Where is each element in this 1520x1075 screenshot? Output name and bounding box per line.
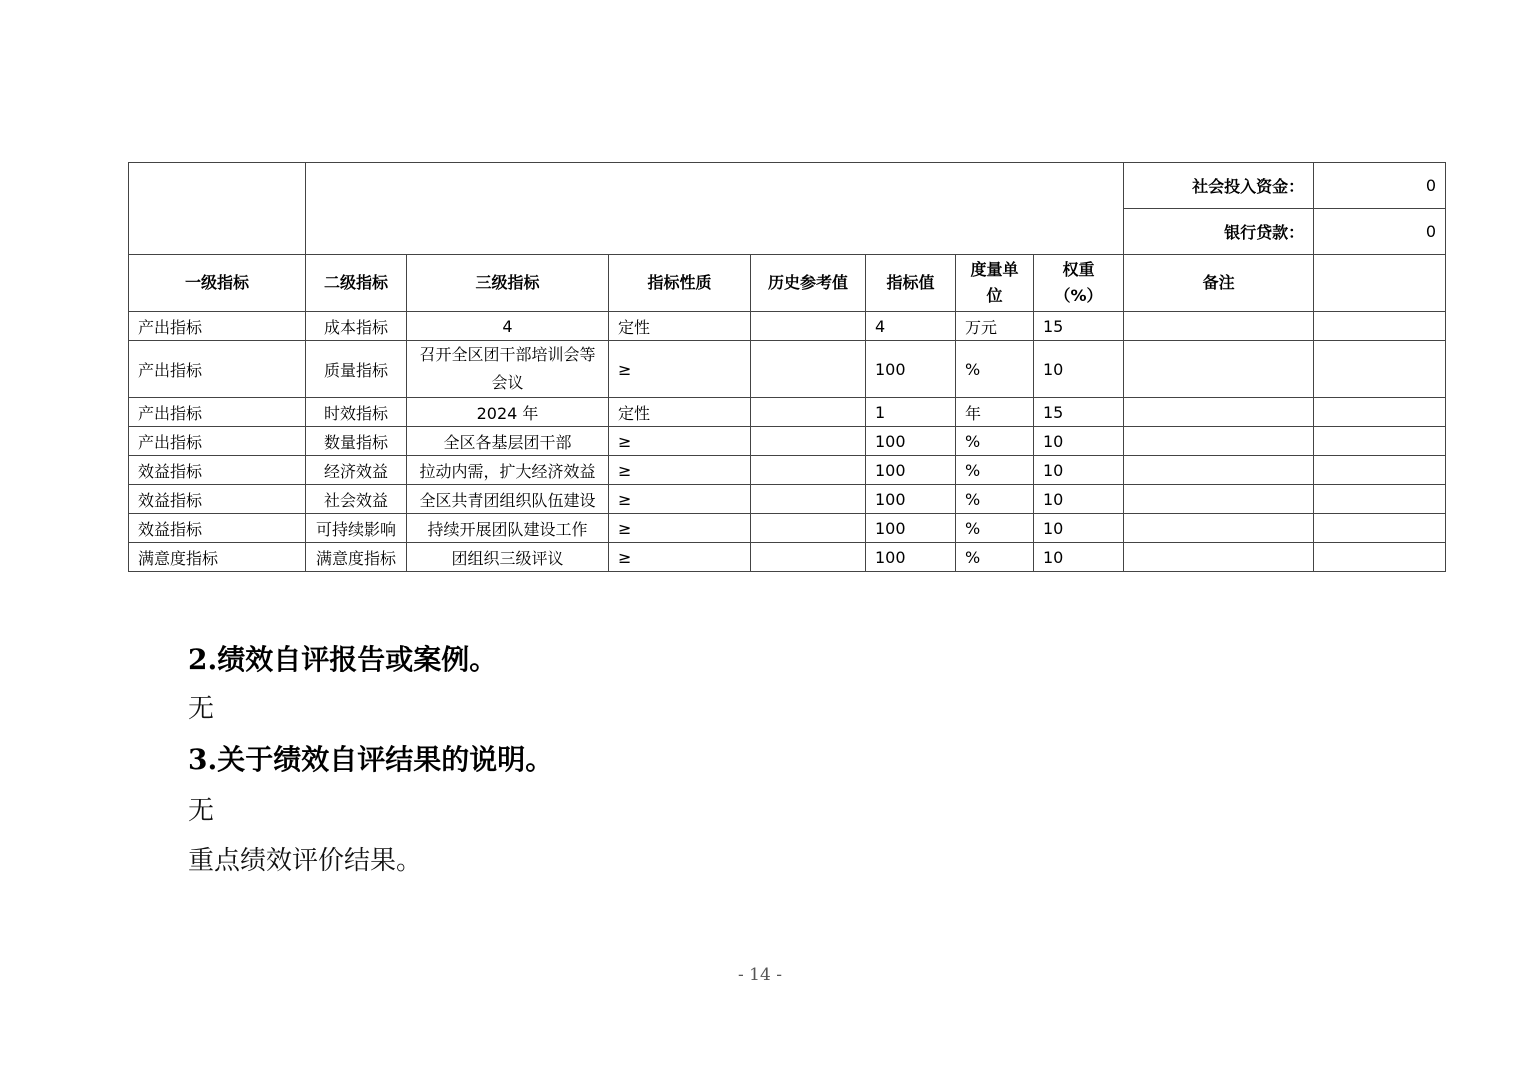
blank-cell bbox=[1314, 255, 1446, 312]
cell-level1: 产出指标 bbox=[129, 398, 306, 427]
table-row bbox=[129, 427, 1446, 456]
cell-history bbox=[751, 341, 866, 398]
cell-weight: 10 bbox=[1034, 456, 1124, 485]
table-row bbox=[129, 341, 1446, 398]
header-level1: 一级指标 bbox=[129, 255, 306, 312]
cell-history bbox=[751, 543, 866, 572]
blank-cell bbox=[1314, 456, 1446, 485]
cell-unit: 年 bbox=[956, 398, 1034, 427]
cell-weight: 15 bbox=[1034, 398, 1124, 427]
cell-value: 1 bbox=[866, 398, 956, 427]
section-3-title: 3.关于绩效自评结果的说明。 bbox=[188, 743, 554, 776]
header-unit: 度量单位 bbox=[956, 255, 1034, 312]
cell-unit: % bbox=[956, 456, 1034, 485]
cell-note bbox=[1124, 514, 1314, 543]
table-row bbox=[129, 398, 1446, 427]
cell-level1: 产出指标 bbox=[129, 341, 306, 398]
cell-weight: 10 bbox=[1034, 427, 1124, 456]
cell-history bbox=[751, 427, 866, 456]
cell-unit: % bbox=[956, 543, 1034, 572]
cell-value: 100 bbox=[866, 427, 956, 456]
cell-weight: 10 bbox=[1034, 543, 1124, 572]
cell-history bbox=[751, 456, 866, 485]
cell-level2: 经济效益 bbox=[306, 456, 407, 485]
cell-nature: 定性 bbox=[609, 398, 751, 427]
cell-level2: 社会效益 bbox=[306, 485, 407, 514]
table-row bbox=[129, 485, 1446, 514]
cell-history bbox=[751, 312, 866, 341]
header-level2: 二级指标 bbox=[306, 255, 407, 312]
blank-cell bbox=[1314, 543, 1446, 572]
funding-label: 银行贷款： bbox=[1124, 209, 1314, 255]
cell-nature: 定性 bbox=[609, 312, 751, 341]
cell-level1: 效益指标 bbox=[129, 485, 306, 514]
table-row bbox=[129, 514, 1446, 543]
cell-note bbox=[1124, 312, 1314, 341]
cell-note bbox=[1124, 341, 1314, 398]
cell-nature: ≥ bbox=[609, 341, 751, 398]
cell-unit: % bbox=[956, 485, 1034, 514]
blank-cell bbox=[1314, 427, 1446, 456]
cell-history bbox=[751, 398, 866, 427]
cell-value: 100 bbox=[866, 456, 956, 485]
cell-history bbox=[751, 514, 866, 543]
blank-cell bbox=[306, 163, 1124, 255]
cell-nature: ≥ bbox=[609, 485, 751, 514]
cell-weight: 15 bbox=[1034, 312, 1124, 341]
cell-unit: % bbox=[956, 427, 1034, 456]
key-evaluation-heading: 重点绩效评价结果。 bbox=[188, 846, 423, 876]
cell-weight: 10 bbox=[1034, 514, 1124, 543]
section-3-body: 无 bbox=[188, 796, 215, 826]
table-row bbox=[129, 456, 1446, 485]
header-value: 指标值 bbox=[866, 255, 956, 312]
cell-level1: 满意度指标 bbox=[129, 543, 306, 572]
performance-indicator-table bbox=[128, 162, 1446, 572]
cell-history bbox=[751, 485, 866, 514]
cell-level2: 数量指标 bbox=[306, 427, 407, 456]
header-level3: 三级指标 bbox=[407, 255, 609, 312]
funding-row bbox=[129, 163, 1446, 209]
cell-nature: ≥ bbox=[609, 427, 751, 456]
cell-note bbox=[1124, 398, 1314, 427]
cell-level3: 全区各基层团干部 bbox=[407, 427, 609, 456]
cell-weight: 10 bbox=[1034, 485, 1124, 514]
blank-cell bbox=[129, 163, 306, 255]
cell-value: 100 bbox=[866, 341, 956, 398]
section-2-title: 2.绩效自评报告或案例。 bbox=[188, 643, 498, 676]
table-header-row bbox=[129, 255, 1446, 312]
cell-unit: % bbox=[956, 514, 1034, 543]
cell-nature: ≥ bbox=[609, 456, 751, 485]
header-history: 历史参考值 bbox=[751, 255, 866, 312]
cell-level3: 4 bbox=[407, 312, 609, 341]
cell-level2: 质量指标 bbox=[306, 341, 407, 398]
cell-note bbox=[1124, 485, 1314, 514]
cell-note bbox=[1124, 543, 1314, 572]
cell-value: 4 bbox=[866, 312, 956, 341]
header-nature: 指标性质 bbox=[609, 255, 751, 312]
cell-unit: 万元 bbox=[956, 312, 1034, 341]
cell-nature: ≥ bbox=[609, 543, 751, 572]
cell-level3: 2024 年 bbox=[407, 398, 609, 427]
cell-note bbox=[1124, 427, 1314, 456]
funding-value: 0 bbox=[1314, 163, 1446, 209]
blank-cell bbox=[1314, 398, 1446, 427]
cell-value: 100 bbox=[866, 485, 956, 514]
cell-level1: 产出指标 bbox=[129, 312, 306, 341]
cell-level2: 成本指标 bbox=[306, 312, 407, 341]
cell-level2: 可持续影响 bbox=[306, 514, 407, 543]
cell-level3: 团组织三级评议 bbox=[407, 543, 609, 572]
table-row bbox=[129, 312, 1446, 341]
page-number: - 14 - bbox=[738, 965, 782, 985]
cell-level3: 召开全区团干部培训会等会议 bbox=[407, 341, 609, 398]
cell-level2: 时效指标 bbox=[306, 398, 407, 427]
blank-cell bbox=[1314, 341, 1446, 398]
cell-level3: 全区共青团组织队伍建设 bbox=[407, 485, 609, 514]
cell-note bbox=[1124, 456, 1314, 485]
cell-value: 100 bbox=[866, 514, 956, 543]
header-note: 备注 bbox=[1124, 255, 1314, 312]
funding-value: 0 bbox=[1314, 209, 1446, 255]
cell-level1: 效益指标 bbox=[129, 514, 306, 543]
cell-value: 100 bbox=[866, 543, 956, 572]
cell-level1: 产出指标 bbox=[129, 427, 306, 456]
section-2-body: 无 bbox=[188, 694, 215, 724]
blank-cell bbox=[1314, 312, 1446, 341]
blank-cell bbox=[1314, 514, 1446, 543]
cell-nature: ≥ bbox=[609, 514, 751, 543]
cell-unit: % bbox=[956, 341, 1034, 398]
table-row bbox=[129, 543, 1446, 572]
funding-label: 社会投入资金： bbox=[1124, 163, 1314, 209]
header-weight: 权重（%） bbox=[1034, 255, 1124, 312]
cell-level2: 满意度指标 bbox=[306, 543, 407, 572]
cell-level1: 效益指标 bbox=[129, 456, 306, 485]
cell-weight: 10 bbox=[1034, 341, 1124, 398]
cell-level3: 拉动内需，扩大经济效益 bbox=[407, 456, 609, 485]
blank-cell bbox=[1314, 485, 1446, 514]
cell-level3: 持续开展团队建设工作 bbox=[407, 514, 609, 543]
